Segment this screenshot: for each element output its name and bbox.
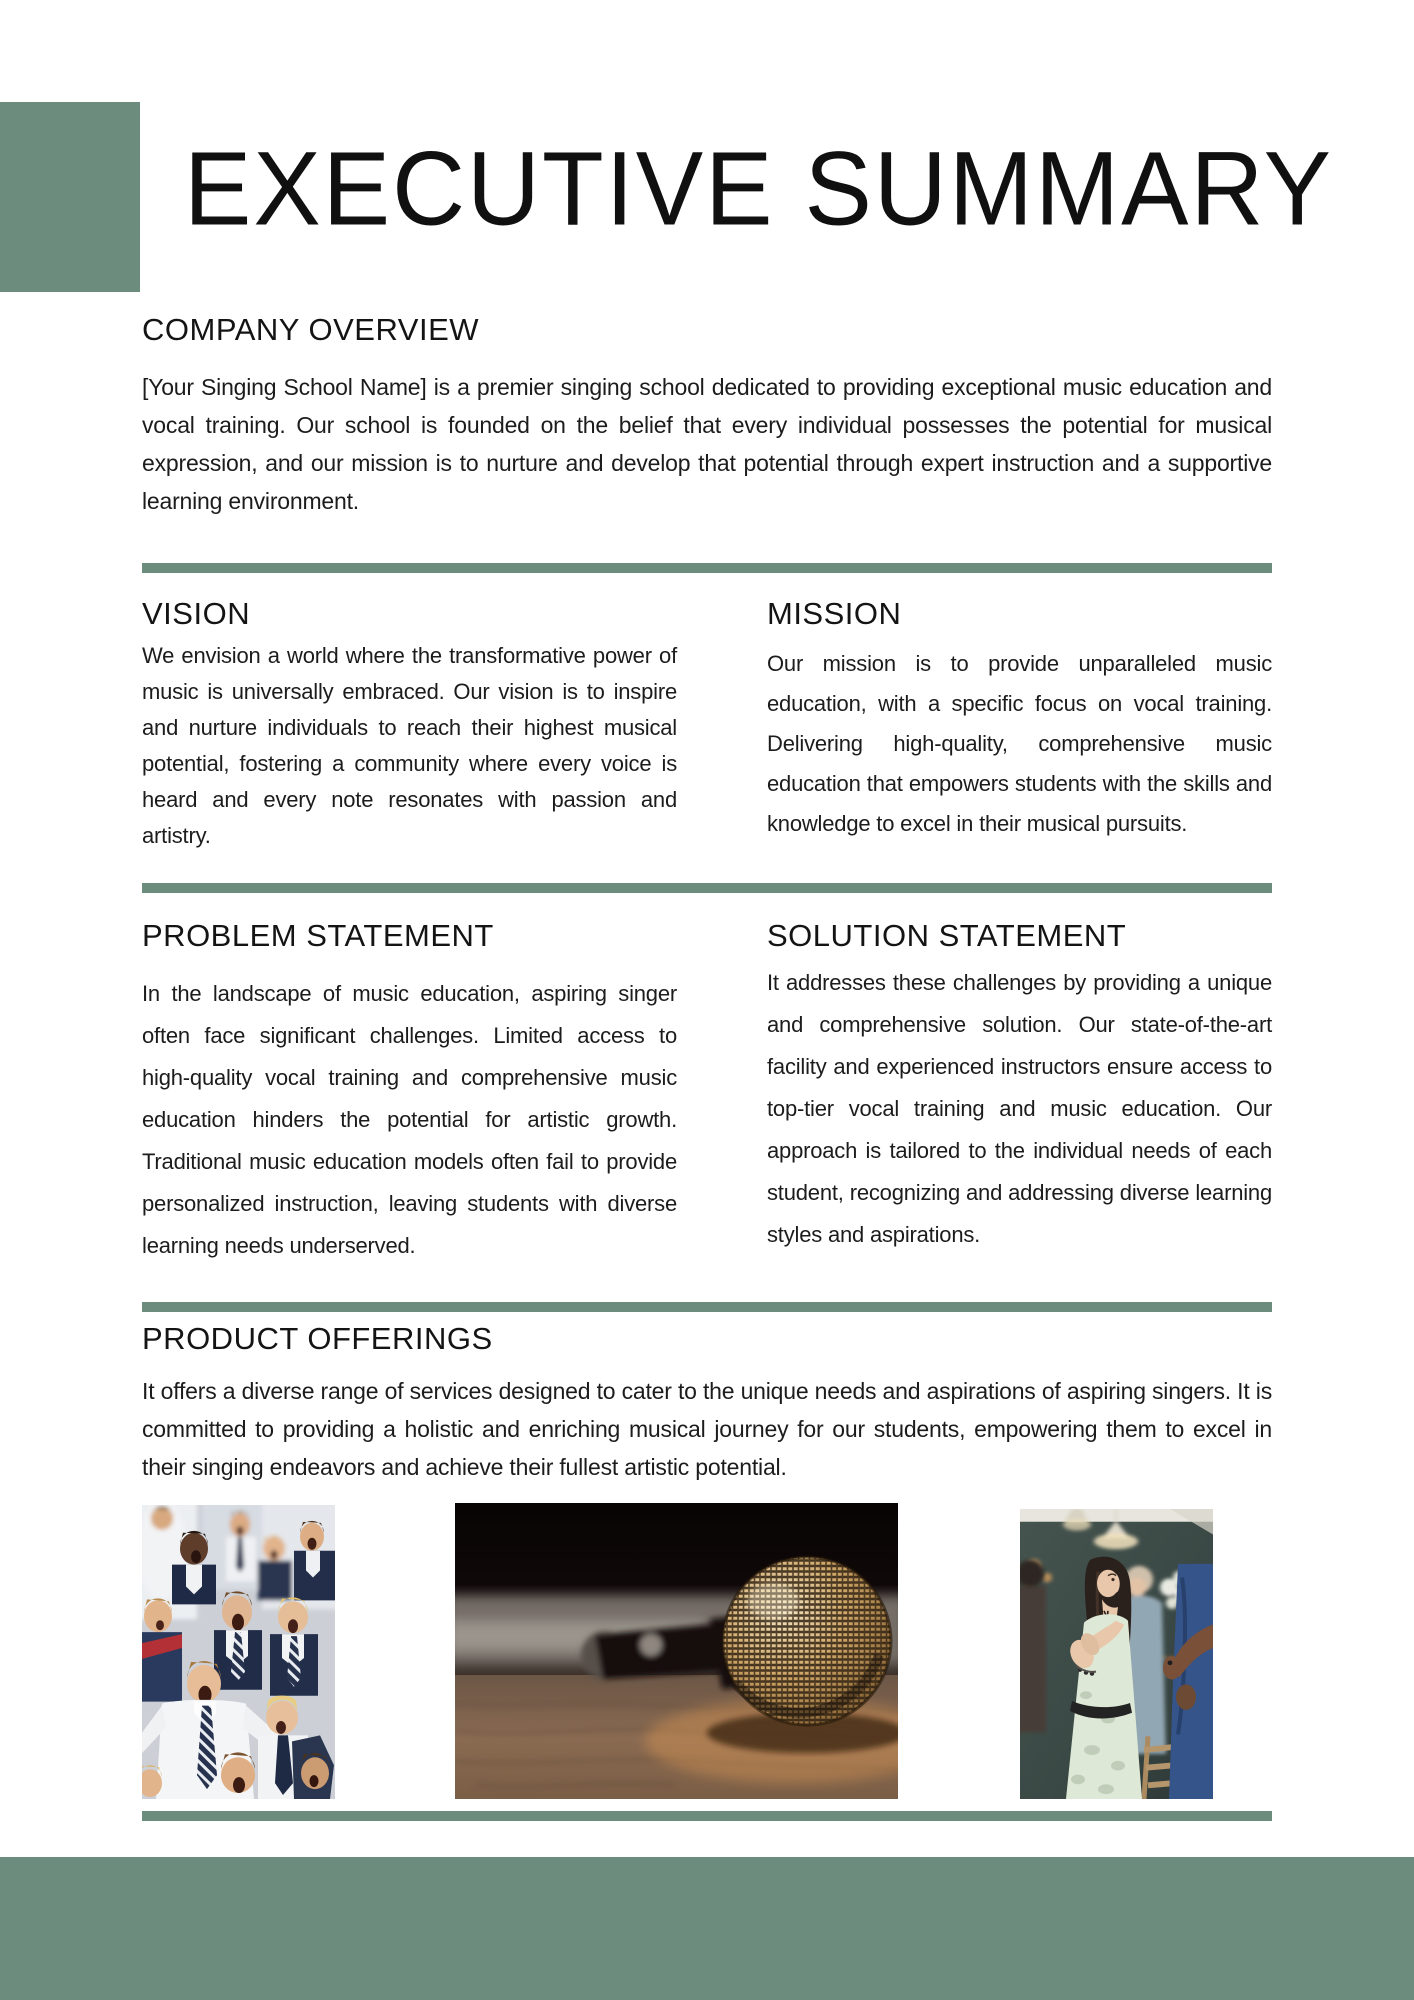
mission-paragraph: Our mission is to provide unparalleled music education, with a specific focus on vocal training. Delivering high-quality, comprehensive music education that empowers students with the skills and knowledge to excel in their musical pursuits.: [767, 651, 1272, 836]
problem-statement-heading: PROBLEM STATEMENT: [142, 918, 494, 953]
solution-statement-paragraph: It addresses these challenges by providing a unique and comprehensive solution. Our state-of-the-art facility and experienced instructors ensure access to top-tier vocal training and music education. Our approach is tailored to the individual needs of each student, recognizing and addressing diverse learning styles and aspirations.: [767, 970, 1272, 1247]
footer-band: [0, 1857, 1414, 2000]
solution-statement-heading: SOLUTION STATEMENT: [767, 918, 1127, 953]
vision-heading: VISION: [142, 596, 251, 631]
section-divider: [142, 1811, 1272, 1821]
accent-rectangle: [0, 102, 140, 292]
product-offerings-paragraph: It offers a diverse range of services designed to cater to the unique needs and aspirations of aspiring singers. It is committed to providing a holistic and enriching musical journey for our students, empowering them to excel in their singing endeavors and achieve their fullest artistic potential.: [142, 1378, 1272, 1480]
choir-photo: [142, 1505, 335, 1799]
section-divider: [142, 563, 1272, 573]
section-divider: [142, 1302, 1272, 1312]
vision-paragraph: We envision a world where the transformative power of music is universally embraced. Our vision is to inspire and nurture individuals to reach their highest musical potential, fostering a community where every voice is heard and every note resonates with passion and artistry.: [142, 643, 677, 848]
company-overview-heading: COMPANY OVERVIEW: [142, 312, 480, 347]
microphone-photo: [455, 1503, 898, 1799]
audience-photo: [1020, 1509, 1213, 1799]
product-offerings-heading: PRODUCT OFFERINGS: [142, 1321, 493, 1356]
mission-heading: MISSION: [767, 596, 902, 631]
company-overview-paragraph: [Your Singing School Name] is a premier singing school dedicated to providing exceptional music education and vocal training. Our school is founded on the belief that every individual possesses the potential for musical expression, and our mission is to nurture and develop that potential through expert instruction and a supportive learning environment.: [142, 374, 1272, 514]
problem-statement-paragraph: In the landscape of music education, aspiring singer often face significant challenges. Limited access to high-quality vocal training and comprehensive music education hinders the potential for artistic growth. Traditional music education models often fail to provide personalized instruction, leaving students with diverse learning needs underserved.: [142, 981, 677, 1258]
page-title: EXECUTIVE SUMMARY: [184, 130, 1333, 248]
section-divider: [142, 883, 1272, 893]
